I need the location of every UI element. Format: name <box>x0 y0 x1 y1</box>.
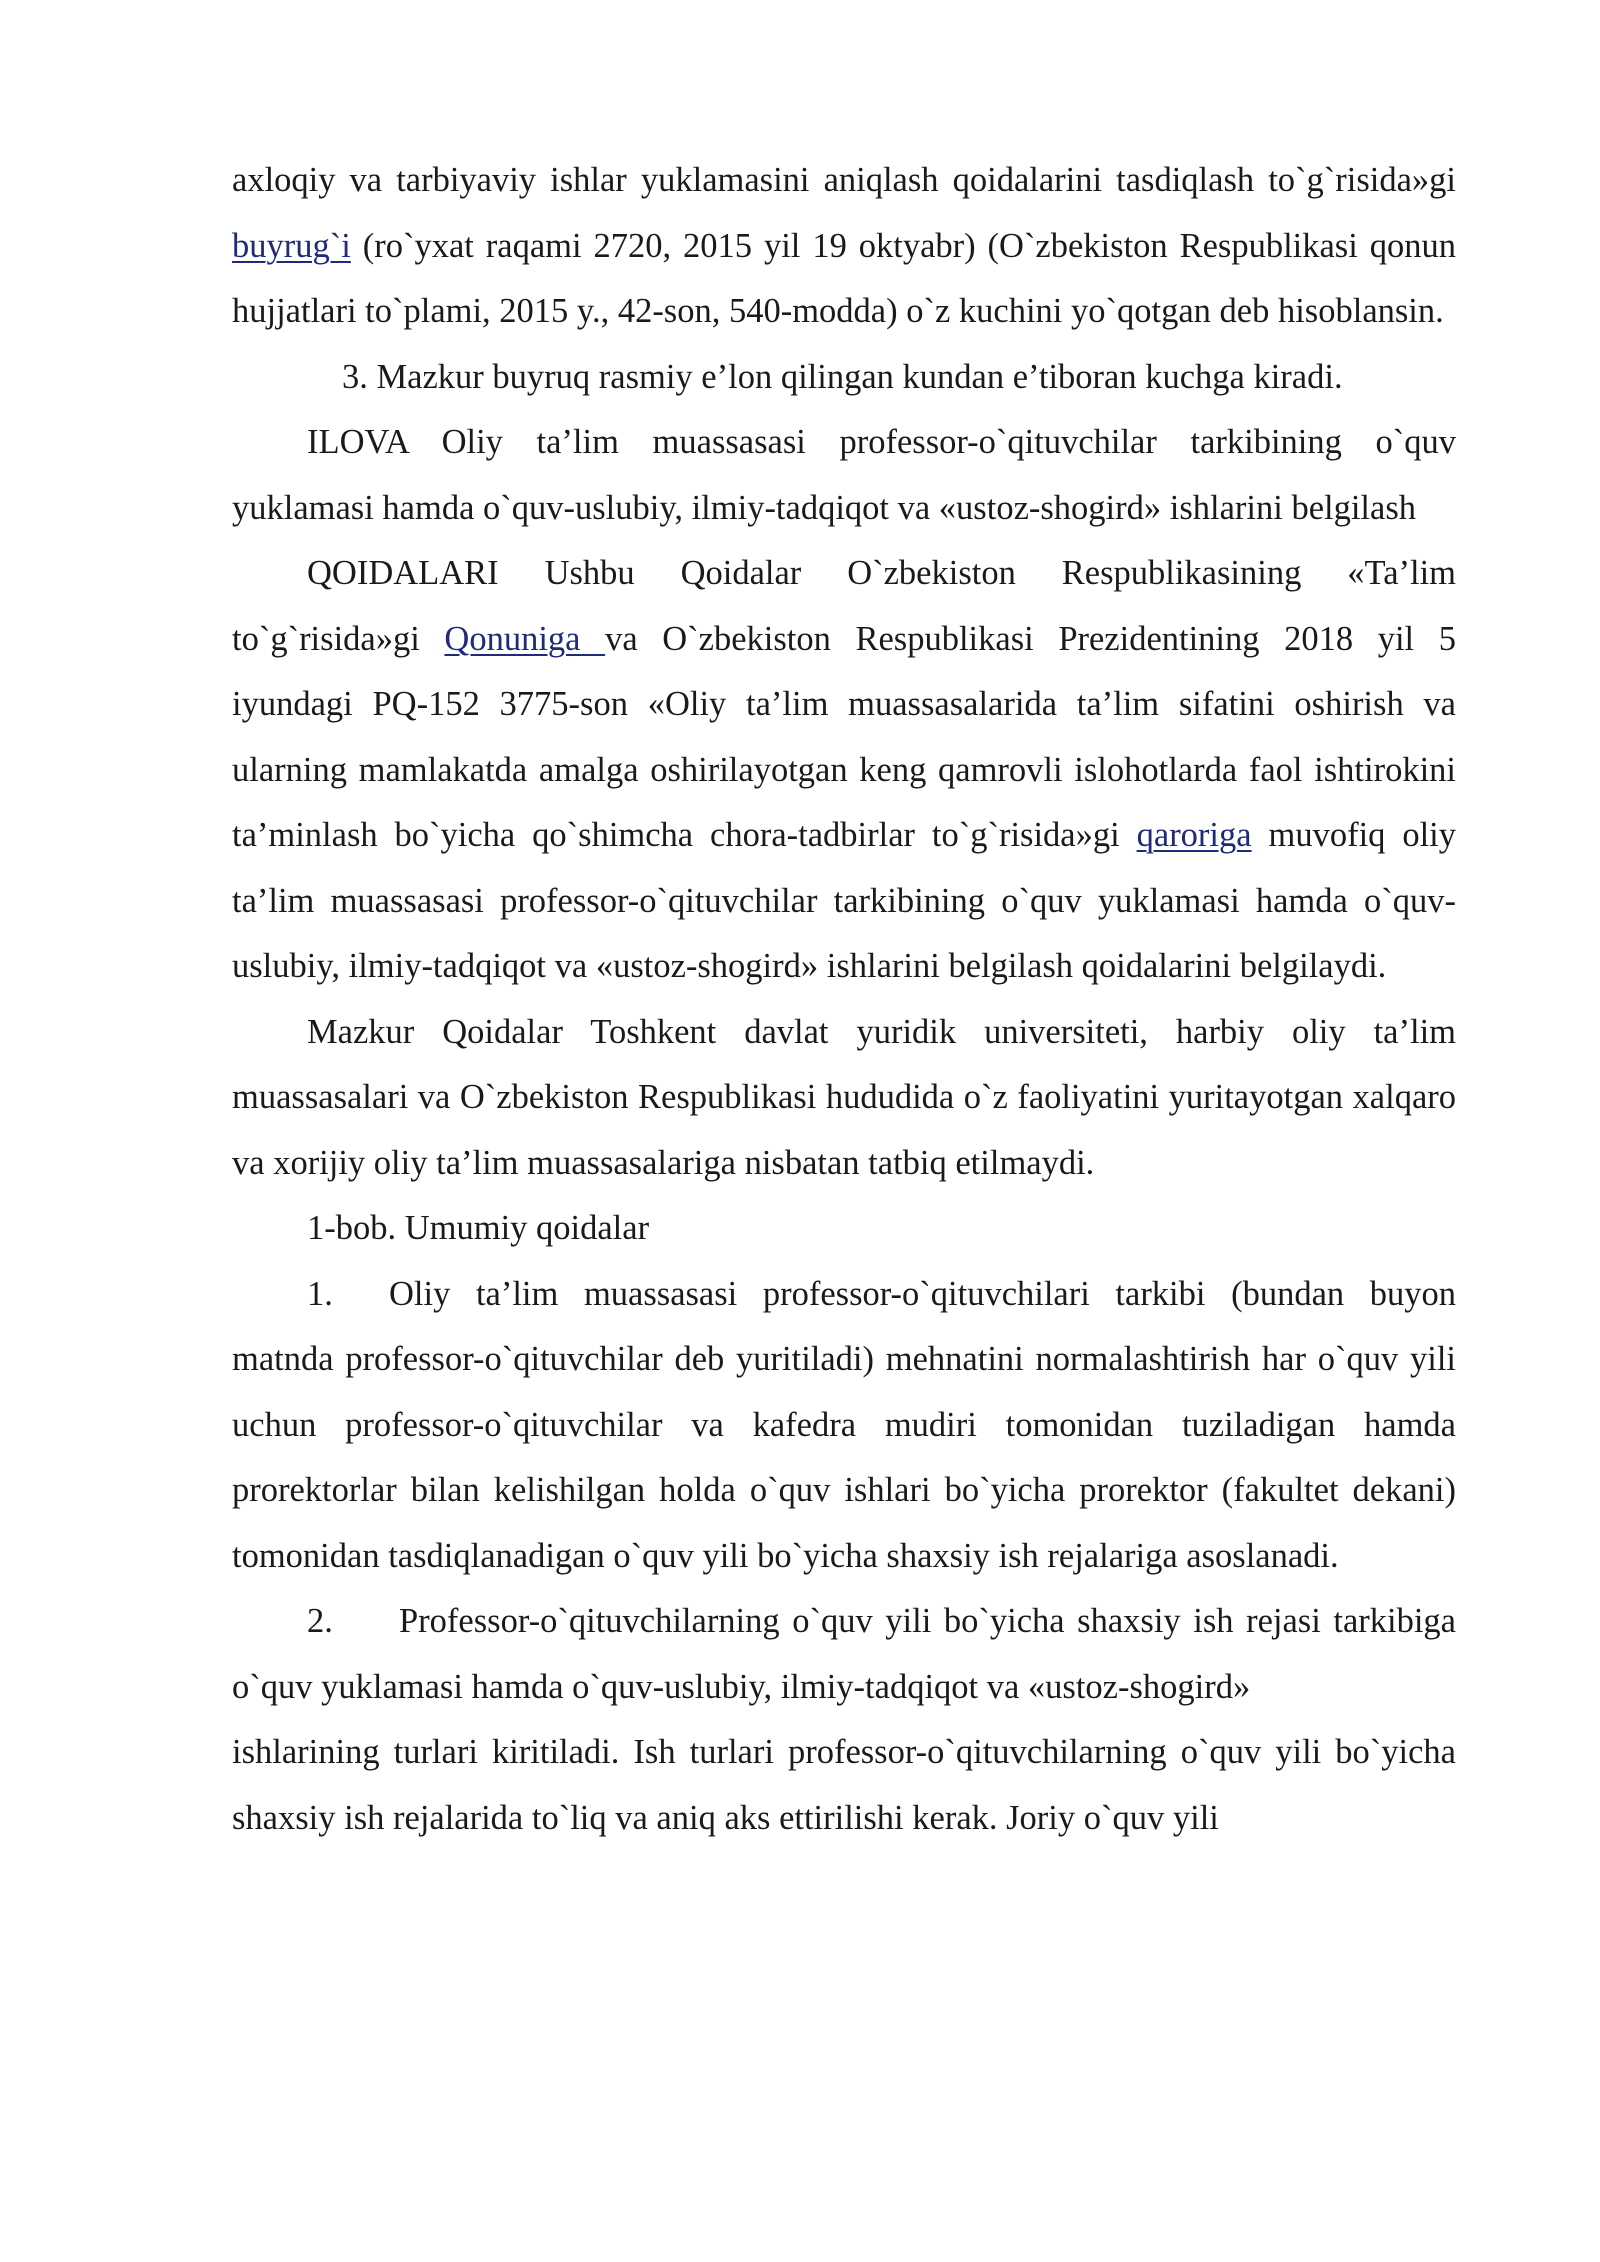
clause-number: 1. <box>307 1274 333 1313</box>
clause-number: 2. <box>307 1602 333 1640</box>
link-qaroriga[interactable]: qaroriga <box>1136 816 1252 854</box>
paragraph-continuation: ishlarining turlari kiritiladi. Ish turlari professor-o`qituvchilarning o`quv yili bo`yicha shaxsiy ish rejalarida to`liq va aniq aks ettirilishi kerak. Joriy o`quv yili <box>232 1733 1456 1837</box>
paragraph-text: va O`zbekiston Respublikasi Prezidentining 2018 yil 5 iyundagi PQ-152 3775-son «Oliy ta’lim muassasalarida ta’lim sifatini oshirish va ularning mamlakatda amalga oshirilayotgan keng qamrovli islohotlarda faol ishtirokini ta’minlash bo`yicha qo`shimcha chora-tadbirlar to`g`risida»gi <box>232 619 1456 854</box>
paragraph-qoidalari-intro <box>232 541 1456 1000</box>
paragraph-ilova-title: ILOVA Oliy ta’lim muassasasi professor-o`qituvchilar tarkibining o`quv yuklamasi hamda o`quv-uslubiy, ilmiy-tadqiqot va «ustoz-shogird» ishlarini belgilash <box>232 423 1456 527</box>
paragraph-text: (ro`yxat raqami 2720, 2015 yil 19 oktyabr) (O`zbekiston Respublikasi qonun hujjatlari to`plami, 2015 y., 42-son, 540-modda) o`z kuchini yo`qotgan deb hisoblansin. <box>232 226 1456 330</box>
clause-text: Oliy ta’lim muassasasi professor-o`qituvchilari tarkibi (bundan buyon matnda professor-o`qituvchilar deb yuritiladi) mehnatini normalashtirish har o`quv yili uchun professor-o`qituvchilar va kafedra mudiri tomonidan tuziladigan hamda prorektorlar bilan kelishilgan holda o`quv ishlari bo`yicha prorektor (fakultet dekani) tomonidan tasdiqlanadigan o`quv yili bo`yicha shaxsiy ish rejalariga asoslanadi. <box>232 1274 1456 1575</box>
paragraph-text: QOIDALARI Ushbu Qoidalar O`zbekiston Respublikasining «Ta’lim to`g`risida»gi <box>232 554 1456 658</box>
chapter-heading: 1-bob. Umumiy qoidalar <box>307 1209 650 1247</box>
clause-1 <box>232 1262 1456 1590</box>
clause-text: Professor-o`qituvchilarning o`quv yili bo`yicha shaxsiy ish rejasi tarkibiga o`quv yuklamasi hamda o`quv-uslubiy, ilmiy-tadqiqot va «ustoz-shogird» <box>232 1602 1456 1706</box>
clause-2 <box>232 1589 1456 1720</box>
document-page <box>232 148 1456 1851</box>
paragraph-exclusions: Mazkur Qoidalar Toshkent davlat yuridik universiteti, harbiy oliy ta’lim muassasalari va O`zbekiston Respublikasi hududida o`z faoliyatini yuritayotgan xalqaro va xorijiy oliy ta’lim muassasalariga nisbatan tatbiq etilmaydi. <box>232 1012 1456 1182</box>
link-qonuniga[interactable]: Qonuniga <box>444 619 606 658</box>
paragraph-text: muvofiq oliy ta’lim muassasasi professor-o`qituvchilar tarkibining o`quv yuklamasi hamda o`quv-uslubiy, ilmiy-tadqiqot va «ustoz-shogird» ishlarini belgilash qoidalarini belgilaydi. <box>232 816 1456 985</box>
paragraph-effective-date: 3. Mazkur buyruq rasmiy e’lon qilingan kundan e’tiboran kuchga kiradi. <box>342 357 1343 396</box>
link-buyrugi[interactable]: buyrug`i <box>232 226 351 265</box>
paragraph-text: axloqiy va tarbiyaviy ishlar yuklamasini aniqlash qoidalarini tasdiqlash to`g`risida»gi <box>232 161 1456 199</box>
paragraph-repeal-clause <box>232 148 1456 345</box>
